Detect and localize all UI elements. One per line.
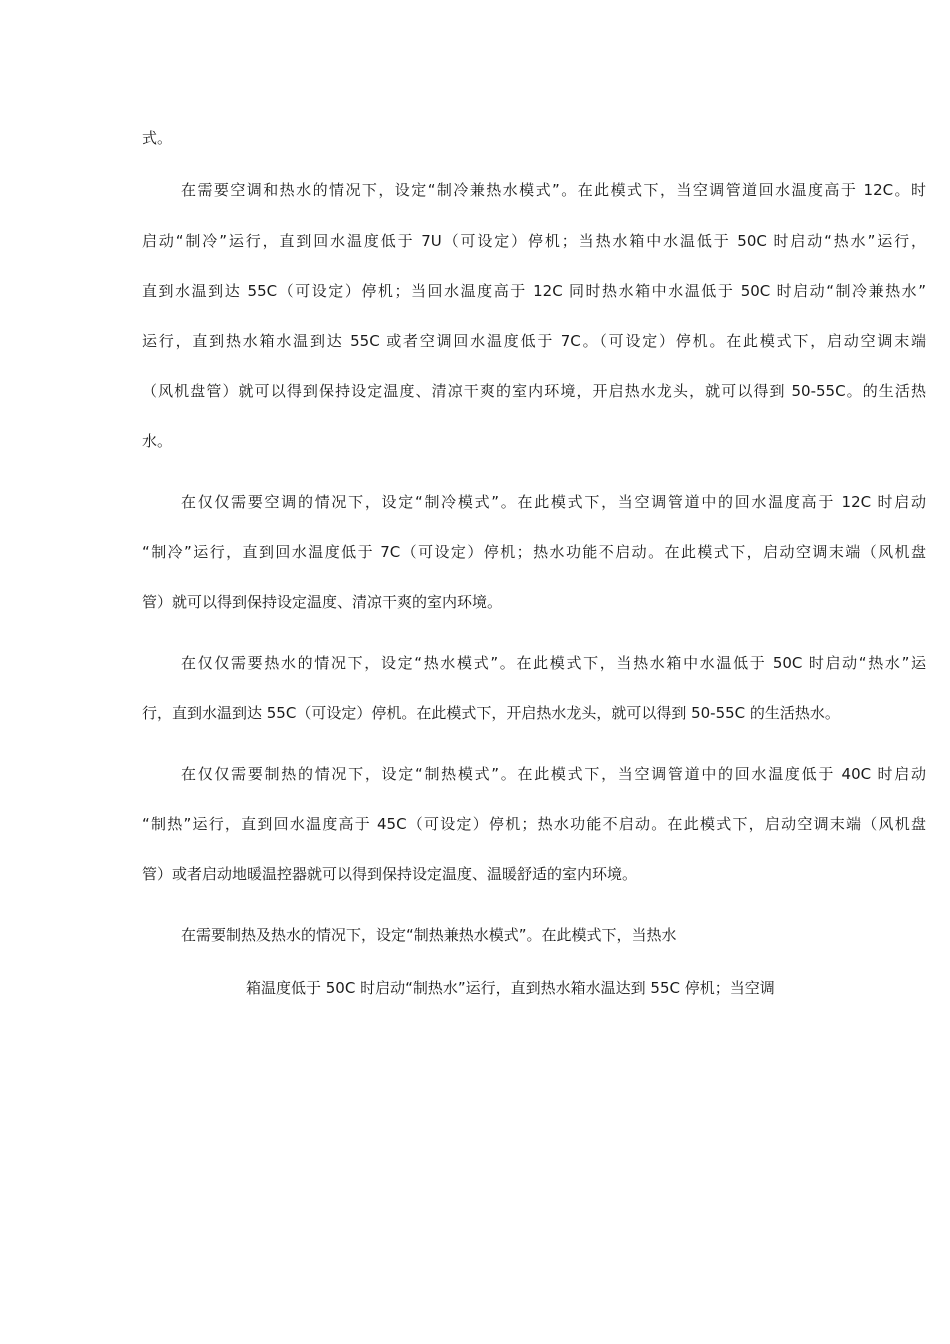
text-line: 在仅仅需要热水的情况下，设定“热水模式”。在此模式下，当热水箱中水温低于 50C 时启动“热水”运 — [181, 654, 926, 672]
text-line: 在需要空调和热水的情况下，设定“制冷兼热水模式”。在此模式下，当空调管道回水温度高于 12C。时 — [181, 181, 926, 199]
text-line: 启动“制冷”运行，直到回水温度低于 7U（可设定）停机；当热水箱中水温低于 50C 时启动“热水”运行， — [142, 232, 926, 250]
text-line: 行，直到水温到达 55C（可设定）停机。在此模式下，开启热水龙头，就可以得到 50-55C 的生活热水。 — [142, 704, 840, 722]
text-line: 管）就可以得到保持设定温度、清凉干爽的室内环境。 — [142, 593, 503, 611]
text-line: 管）或者启动地暖温控器就可以得到保持设定温度、温暖舒适的室内环境。 — [142, 865, 638, 883]
text-line: 箱温度低于 50C 时启动“制热水”运行，直到热水箱水温达到 55C 停机；当空调 — [246, 979, 775, 997]
text-line: 水。 — [142, 432, 173, 450]
text-line: （风机盘管）就可以得到保持设定温度、清凉干爽的室内环境，开启热水龙头，就可以得到 50-55C。的生活热 — [142, 382, 926, 400]
text-line: “制冷”运行，直到回水温度低于 7C（可设定）停机；热水功能不启动。在此模式下，启动空调末端（风机盘 — [142, 543, 926, 561]
text-line: 直到水温到达 55C（可设定）停机；当回水温度高于 12C 同时热水箱中水温低于 50C 时启动“制冷兼热水” — [142, 282, 926, 300]
text-line: 在需要制热及热水的情况下，设定“制热兼热水模式”。在此模式下，当热水 — [181, 926, 677, 944]
text-line: “制热”运行，直到回水温度高于 45C（可设定）停机；热水功能不启动。在此模式下，启动空调末端（风机盘 — [142, 815, 926, 833]
text-line: 式。 — [142, 129, 173, 147]
text-line: 在仅仅需要空调的情况下，设定“制冷模式”。在此模式下，当空调管道中的回水温度高于 12C 时启动 — [181, 493, 926, 511]
text-line: 运行，直到热水箱水温到达 55C 或者空调回水温度低于 7C。（可设定）停机。在此模式下，启动空调末端 — [142, 332, 926, 350]
text-line: 在仅仅需要制热的情况下，设定“制热模式”。在此模式下，当空调管道中的回水温度低于 40C 时启动 — [181, 765, 926, 783]
